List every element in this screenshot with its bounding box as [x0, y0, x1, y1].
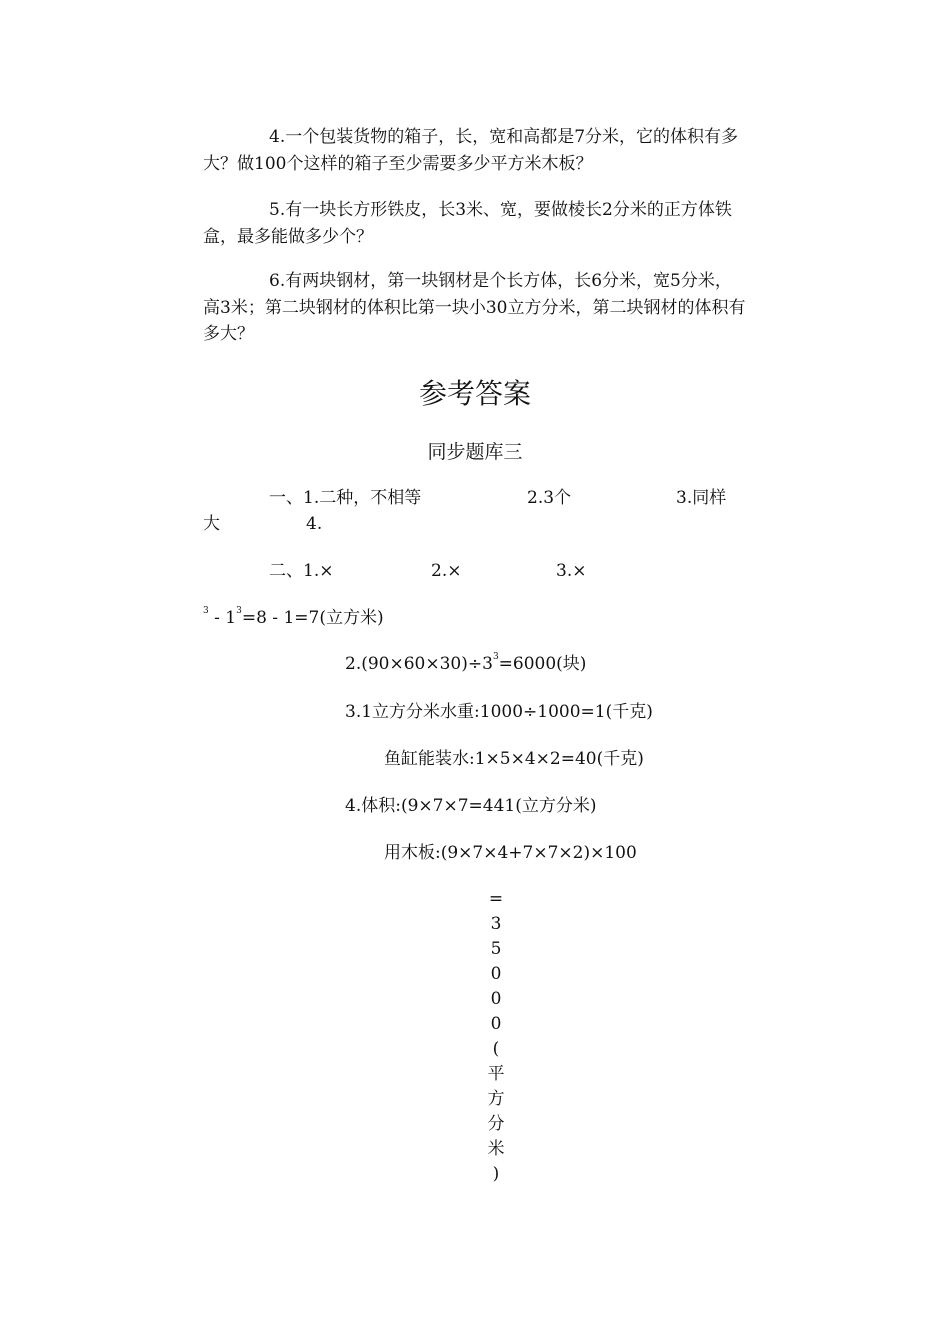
answer-2-1: 二、1.× — [269, 561, 334, 581]
vertical-result-char: 0 — [490, 989, 502, 1009]
answer-2-2: 2.× — [431, 561, 462, 581]
vertical-result-char: 方 — [487, 1089, 505, 1109]
answer-4-volume: 4.体积:(9×7×7=441(立方分米) — [345, 796, 597, 816]
question-5: 5.有一块长方形铁皮，长3米、宽，要做棱长2分米的正方体铁盒，最多能做多少个？ — [203, 200, 732, 247]
answer-3-1 — [203, 605, 384, 631]
answer-4-board: 用木板:(9×7×4+7×7×2)×100 — [384, 843, 637, 863]
question-6: 6.有两块钢材，第一块钢材是个长方体，长6分米，宽5分米，高3米；第二块钢材的体积比第一块小30立方分米，第二块钢材的体积有多大？ — [203, 271, 746, 344]
vertical-result-char: 平 — [487, 1064, 505, 1084]
vertical-result-char: 分 — [487, 1114, 505, 1134]
answer-1-1: 一、1.二种，不相等 — [269, 488, 422, 508]
answer-3-2-c: =6000(块) — [498, 654, 587, 674]
answer-3-1-exp-a: 3 — [203, 606, 209, 616]
vertical-result-char: ( — [492, 1039, 500, 1059]
answer-3-2-a: 2.(90×60×30)÷3 — [345, 654, 493, 674]
question-4: 4.一个包装货物的箱子，长，宽和高都是7分米，它的体积有多大？做100个这样的箱子至少需要多少平方米木板？ — [203, 127, 739, 174]
answer-3-4: 鱼缸能装水:1×5×4×2=40(千克) — [384, 749, 644, 769]
answer-3-3: 3.1立方分米水重:1000÷1000=1(千克) — [345, 702, 653, 722]
answer-1-2: 2.3个 — [527, 488, 572, 508]
vertical-result-char: 0 — [490, 964, 502, 984]
answer-3-1-c: =8 - 1=7(立方米) — [241, 608, 384, 628]
vertical-result-char: ) — [492, 1164, 500, 1184]
answers-subtitle: 同步题库三 — [427, 441, 523, 463]
answers-title: 参考答案 — [418, 377, 531, 410]
answer-1-4: 4. — [306, 514, 323, 534]
vertical-result-char: 米 — [487, 1139, 505, 1159]
answer-3-2-exp: 3 — [492, 652, 499, 662]
answer-2-3: 3.× — [556, 561, 587, 581]
answer-3-1-exp-b: 3 — [236, 606, 242, 616]
answer-1-3: 3.同样 — [676, 488, 727, 508]
vertical-result-char: = — [488, 889, 504, 909]
vertical-result-char: 0 — [490, 1014, 502, 1034]
vertical-result-char: 5 — [490, 939, 502, 959]
answer-1-3-end: 大 — [203, 514, 220, 534]
answer-3-2 — [345, 651, 586, 677]
vertical-result — [486, 887, 506, 1187]
vertical-result-char: 3 — [490, 914, 502, 934]
answer-3-1-a: - 1 — [208, 608, 237, 628]
